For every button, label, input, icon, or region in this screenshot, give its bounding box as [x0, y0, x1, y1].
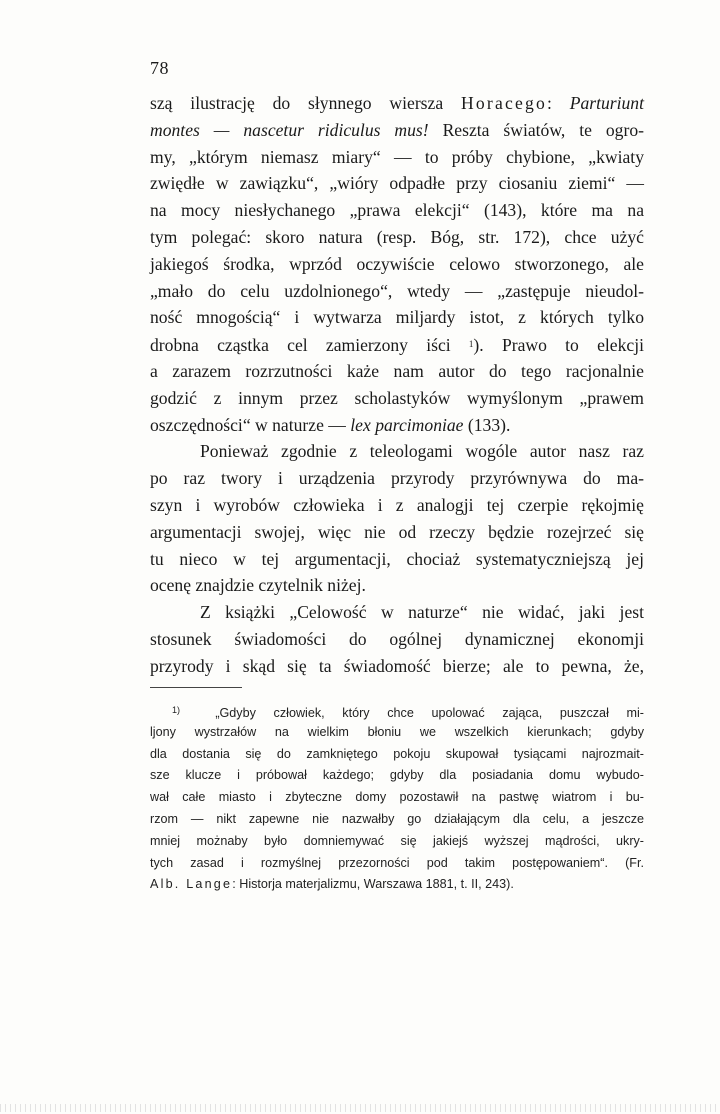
text-line: po raz twory i urządzenia przyrody przyrównywa do ma-	[150, 468, 644, 489]
text-line: Ponieważ zgodnie z teleologami wogóle autor nasz raz	[200, 441, 644, 462]
text-line: oszczędności“ w naturze — lex parcimoniae (133).	[150, 414, 511, 435]
body-text	[150, 90, 644, 680]
footnote-line: mniej możnaby było domniemywać się jakiejś wyższej mądrości, ukry-	[150, 833, 644, 848]
footnote-ref: 1	[468, 339, 474, 350]
footnote-line: tych zasad i rozmyślnej przezorności pod takim postępowaniem“. (Fr.	[150, 855, 644, 870]
text-line: „mało do celu uzdolnionego“, wtedy — „zastępuje nieudol-	[150, 280, 644, 301]
text-line: szyn i wyrobów człowieka i z analogji tej czerpie rękojmię	[150, 494, 644, 515]
text-line: my, „którym niemasz miary“ — to próby chybione, „kwiaty	[150, 146, 644, 167]
text-line: tu nieco w tej argumentacji, chociaż systematyczniejszą jej	[150, 548, 644, 569]
text-line: ność mnogością“ i wytwarza miljardy istot, z których tylko	[150, 307, 644, 328]
text-line: a zarazem rozrzutności każe nam autor do tego racjonalnie	[150, 360, 644, 381]
text-line: Z książki „Celowość w naturze“ nie widać, jaki jest	[200, 602, 644, 623]
footnote-line: Alb. Lange: Historja materjalizmu, Warszawa 1881, t. II, 243).	[150, 877, 514, 892]
footnote-line: rzom — nikt zapewne nie nazwałby go działającym dla celu, a jeszcze	[150, 811, 644, 826]
text-line: tym polegać: skoro natura (resp. Bóg, str. 172), chce użyć	[150, 226, 644, 247]
footnote-line: sze klucze i próbował każdego; gdyby dla posiadania domu wybudo-	[150, 768, 644, 783]
footnote-line: ljony wystrzałów na wielkim błoniu we wszelkich kierunkach; gdyby	[150, 724, 644, 739]
text-line: na mocy niesłychanego „prawa elekcji“ (143), które ma na	[150, 200, 644, 221]
footnote-line: dla dostania się do zamkniętego pokoju skupował tysiącami najrozmait-	[150, 746, 644, 761]
text-line: jakiegoś środka, wprzód oczywiście celowo stworzonego, ale	[150, 253, 644, 274]
footnote	[150, 700, 644, 896]
footnote-line: $^{1)}$ „Gdyby człowiek, który chce upolować zająca, puszczał mi-	[172, 705, 644, 720]
footnote-divider	[150, 687, 242, 688]
text-line: przyrody i skąd się ta świadomość bierze; ale to pewna, że,	[150, 655, 644, 676]
text-line: zwiędłe w zawiązku“, „wióry odpadłe przy ciosaniu ziemi“ —	[150, 173, 644, 194]
text-line: montes — nascetur ridiculus mus! Reszta światów, te ogro-	[150, 119, 644, 140]
page-number: 78	[150, 58, 169, 78]
footnote-marker: 1)	[172, 705, 181, 715]
text-line: stosunek świadomości do ogólnej dynamicznej ekonomji	[150, 628, 644, 649]
text-line: ocenę znajdzie czytelnik niżej.	[150, 575, 366, 596]
text-line: argumentacji swojej, więc nie od rzeczy będzie rozejrzeć się	[150, 521, 644, 542]
text-line: szą ilustrację do słynnego wiersza Horacego: Parturiunt	[150, 93, 644, 113]
text-line: godzić z innym przez scholastyków wymyślonym „prawem	[150, 387, 644, 408]
text-line: drobna cząstka cel zamierzony iści $^1$). Prawo to elekcji	[150, 335, 644, 356]
footnote-line: wał całe miasto i zbyteczne domy pozostawił na pastwę wiatrom i bu-	[150, 790, 644, 805]
page-edge-speckle	[0, 1104, 720, 1112]
